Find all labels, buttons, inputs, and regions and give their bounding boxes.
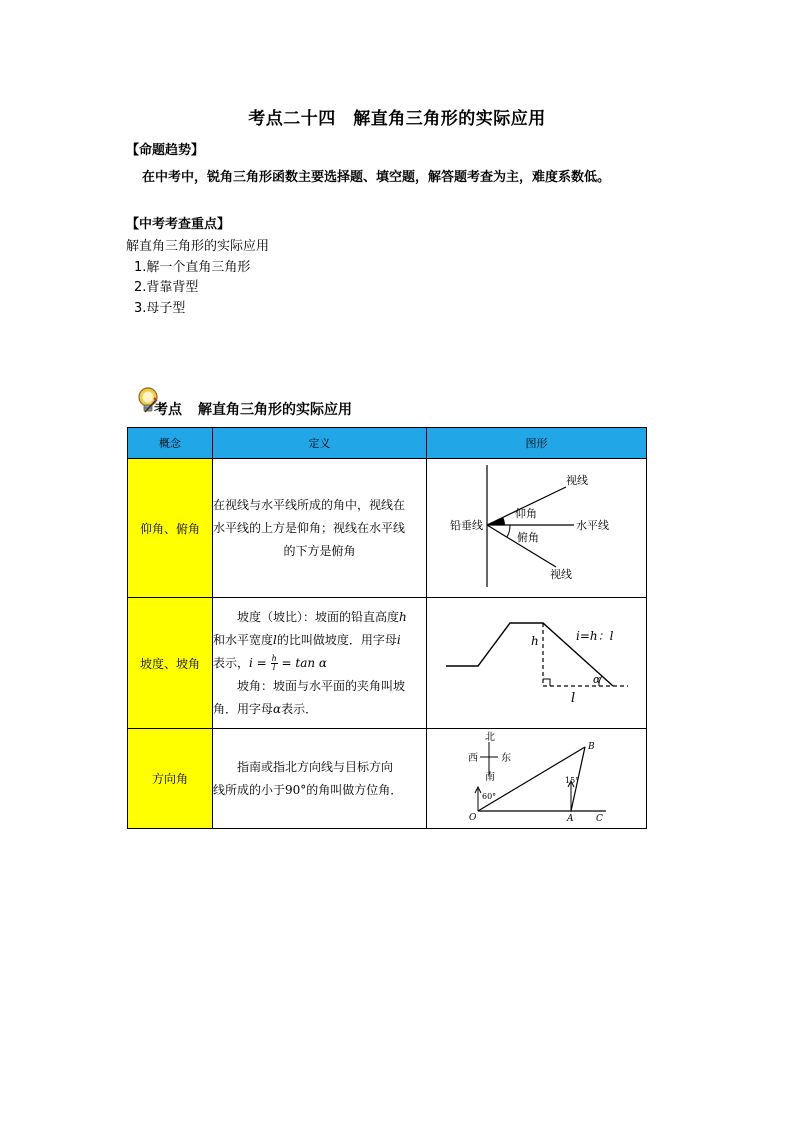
- slope-diagram: [428, 598, 646, 724]
- label-O: O: [468, 813, 476, 823]
- concept-table: [127, 427, 647, 829]
- kaodian-label: 考点: [154, 402, 182, 418]
- trend-text: 在中考中，锐角三角形函数主要选择题、填空题，解答题考查为主，难度系数低。: [142, 170, 611, 185]
- focus-item-3: 3.母子型: [134, 301, 186, 316]
- def-line: 在视线与水平线所成的角中，视线在: [213, 497, 406, 512]
- focus-item-2: 2.背靠背型: [134, 280, 199, 295]
- def-line: 坡度（坡比）：坡面的铅直高度h: [237, 609, 407, 624]
- label-l: l: [570, 691, 575, 706]
- kaodian-title: [154, 399, 352, 419]
- label-B: B: [587, 742, 595, 752]
- table-row: [128, 729, 647, 829]
- label-sight-top: 视线: [565, 474, 588, 487]
- label-depression: 俯角: [516, 531, 539, 544]
- label-east: 东: [500, 753, 511, 764]
- concept-bearing: 方向角: [128, 729, 213, 829]
- label-plumb: 铅垂线: [449, 519, 483, 532]
- def-elevation: [213, 459, 427, 598]
- def-bearing: [213, 729, 427, 829]
- def-line: 和水平宽度l的比叫做坡度．用字母i: [213, 632, 401, 647]
- label-north: 北: [484, 732, 495, 743]
- focus-heading: 【中考考查重点】: [126, 217, 231, 232]
- def-line: 表示，i = $\frac{h}{l} = \tan \alpha$: [213, 653, 328, 672]
- figure-slope: [427, 598, 647, 729]
- def-line: 坡角：坡面与水平面的夹角叫坡: [237, 678, 406, 693]
- right-angle-mark: [543, 679, 550, 686]
- label-A: A: [566, 814, 573, 824]
- def-slope: [213, 598, 427, 729]
- label-south: 南: [484, 772, 495, 783]
- label-ratio: i=h：l: [575, 629, 613, 643]
- label-angle60: 60°: [481, 792, 496, 801]
- label-west: 西: [467, 753, 478, 764]
- header-figure: 图形: [427, 428, 647, 459]
- label-angle15: 15°: [564, 776, 579, 785]
- table-row: [128, 598, 647, 729]
- concept-elevation: 仰角、俯角: [128, 459, 213, 598]
- page-title: 考点二十四 解直角三角形的实际应用: [248, 109, 546, 129]
- figure-elevation: [427, 459, 647, 598]
- table-header-row: [128, 428, 647, 459]
- header-concept: 概念: [128, 428, 213, 459]
- focus-intro: 解直角三角形的实际应用: [126, 239, 270, 254]
- focus-item-1: 1.解一个直角三角形: [134, 260, 251, 275]
- table-row: [128, 459, 647, 598]
- def-line: 水平线的上方是仰角；视线在水平线: [213, 520, 406, 535]
- def-line: 线所成的小于90°的角叫做方位角．: [213, 782, 403, 797]
- trend-heading: 【命题趋势】: [126, 143, 205, 158]
- label-h: h: [530, 634, 539, 648]
- bearing-diagram: [428, 729, 646, 824]
- depression-arc: [507, 525, 510, 537]
- kaodian-text: 解直角三角形的实际应用: [198, 402, 352, 418]
- elevation-arc: [487, 517, 505, 525]
- slope-fraction: $\frac{h}{l}$: [271, 653, 277, 672]
- header-definition: 定义: [213, 428, 427, 459]
- label-alpha: α: [592, 673, 600, 686]
- elevation-diagram: [428, 459, 646, 593]
- def-line: 角．用字母α表示．: [213, 701, 318, 716]
- label-elevation: 仰角: [514, 507, 537, 520]
- figure-bearing: [427, 729, 647, 829]
- label-horizontal: 水平线: [575, 519, 609, 532]
- label-C: C: [595, 814, 603, 824]
- def-line: 的下方是俯角: [283, 543, 356, 558]
- def-line: 指南或指北方向线与目标方向: [237, 759, 394, 774]
- label-sight-bottom: 视线: [549, 568, 572, 581]
- concept-slope: 坡度、坡角: [128, 598, 213, 729]
